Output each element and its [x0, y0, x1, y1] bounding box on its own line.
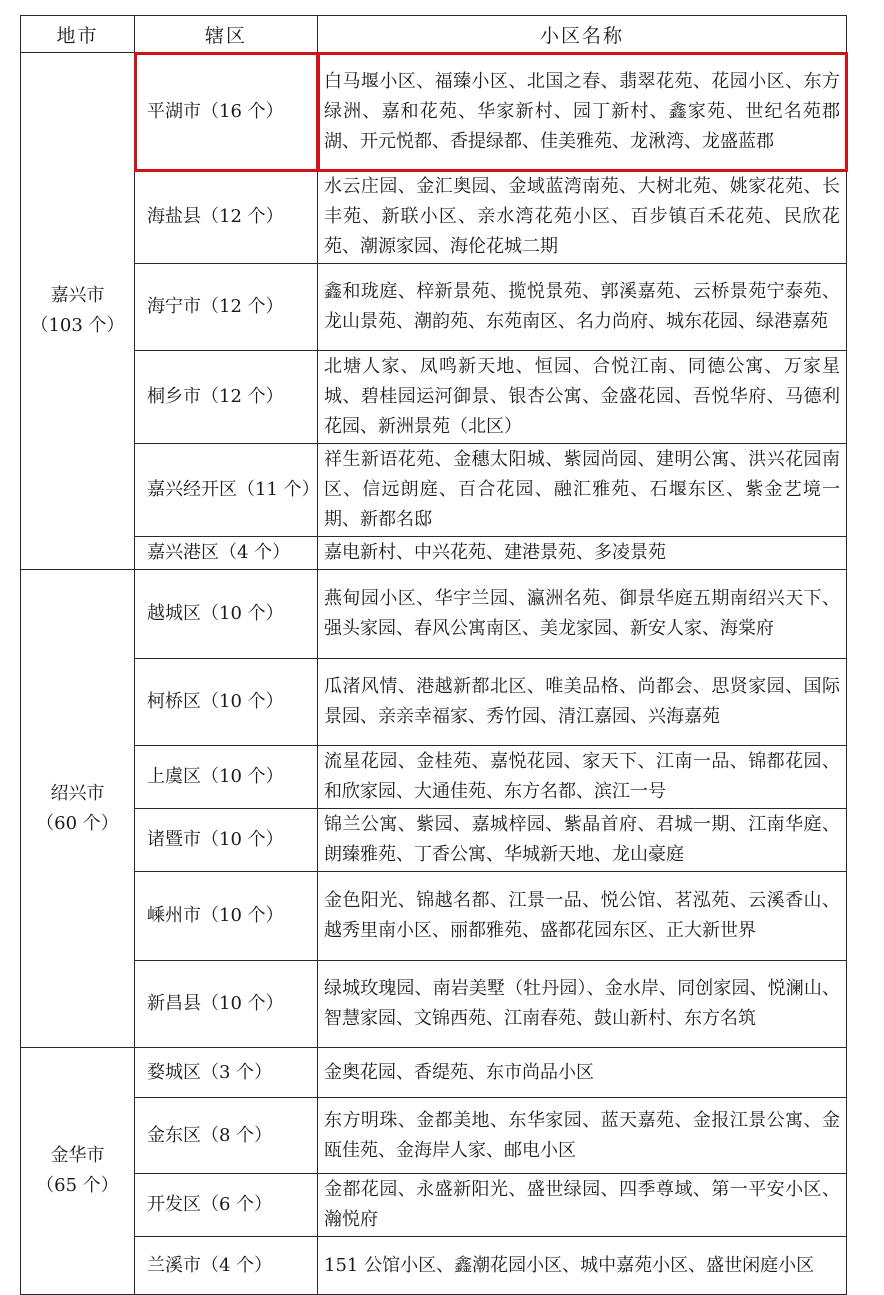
table-row — [21, 961, 847, 1048]
community-table — [20, 15, 847, 1295]
city-count: （60 个） — [36, 812, 119, 834]
community-names: 绿城玫瑰园、南岩美墅（牡丹园）、金水岸、同创家园、悦澜山、智慧家园、文锦西苑、江南春苑、鼓山新村、东方名筑 — [318, 961, 847, 1048]
table-row — [21, 171, 847, 264]
city-name: 金华市 — [50, 1145, 105, 1166]
district-cell: 兰溪市（4 个） — [135, 1237, 318, 1295]
city-count: （65 个） — [36, 1175, 119, 1196]
header-city: 地市 — [21, 16, 135, 53]
community-names-highlighted: 白马堰小区、福臻小区、北国之春、翡翠花苑、花园小区、东方绿洲、嘉和花苑、华家新村、园丁新村、鑫家苑、世纪名苑郡湖、开元悦都、香提绿都、佳美雅苑、龙湫湾、龙盛蓝郡 — [318, 53, 847, 171]
community-names: 瓜渚风情、港越新都北区、唯美品格、尚都会、思贤家园、国际景园、亲亲幸福家、秀竹园、清江嘉园、兴海嘉苑 — [318, 659, 847, 746]
community-names: 嘉电新村、中兴花苑、建港景苑、多凌景苑 — [318, 537, 847, 570]
table-row — [21, 1237, 847, 1295]
table-row — [21, 872, 847, 961]
community-names: 东方明珠、金都美地、东华家园、蓝天嘉苑、金报江景公寓、金瓯佳苑、金海岸人家、邮电小区 — [318, 1098, 847, 1174]
community-names: 金都花园、永盛新阳光、盛世绿园、四季尊域、第一平安小区、瀚悦府 — [318, 1174, 847, 1237]
table-row — [21, 53, 847, 171]
community-names: 北塘人家、凤鸣新天地、恒园、合悦江南、同德公寓、万家星城、碧桂园运河御景、银杏公寓、金盛花园、吾悦华府、马德利花园、新洲景苑（北区） — [318, 351, 847, 444]
district-cell: 嵊州市（10 个） — [135, 872, 318, 961]
district-cell: 桐乡市（12 个） — [135, 351, 318, 444]
district-cell-highlighted: 平湖市（16 个） — [135, 53, 318, 171]
community-names: 鑫和珑庭、梓新景苑、揽悦景苑、郭溪嘉苑、云桥景苑宁泰苑、龙山景苑、潮韵苑、东苑南区、名力尚府、城东花园、绿港嘉苑 — [318, 264, 847, 351]
header-names: 小区名称 — [318, 16, 847, 53]
table-row — [21, 351, 847, 444]
city-cell — [21, 53, 135, 570]
table-row — [21, 264, 847, 351]
table-row — [21, 1048, 847, 1098]
district-cell: 婺城区（3 个） — [135, 1048, 318, 1098]
city-cell — [21, 570, 135, 1048]
community-names: 祥生新语花苑、金穗太阳城、紫园尚园、建明公寓、洪兴花园南区、信远朗庭、百合花园、融汇雅苑、石堰东区、紫金艺境一期、新都名邸 — [318, 444, 847, 537]
table-row — [21, 570, 847, 659]
city-count: （103 个） — [30, 315, 125, 336]
district-cell: 海宁市（12 个） — [135, 264, 318, 351]
community-names: 151 公馆小区、鑫潮花园小区、城中嘉苑小区、盛世闲庭小区 — [318, 1237, 847, 1295]
community-names: 水云庄园、金汇奥园、金域蓝湾南苑、大树北苑、姚家花苑、长丰苑、新联小区、亲水湾花苑小区、百步镇百禾花苑、民欣花苑、潮源家园、海伦花城二期 — [318, 171, 847, 264]
district-cell: 嘉兴港区（4 个） — [135, 537, 318, 570]
header-row — [21, 16, 847, 53]
city-name: 嘉兴市 — [50, 285, 105, 306]
city-name: 绍兴市 — [50, 782, 105, 804]
community-names: 金色阳光、锦越名都、江景一品、悦公馆、茗泓苑、云溪香山、越秀里南小区、丽都雅苑、盛都花园东区、正大新世界 — [318, 872, 847, 961]
table-row — [21, 659, 847, 746]
district-cell: 诸暨市（10 个） — [135, 809, 318, 872]
community-names: 流星花园、金桂苑、嘉悦花园、家天下、江南一品、锦都花园、和欣家园、大通佳苑、东方名都、滨江一号 — [318, 746, 847, 809]
community-names: 锦兰公寓、紫园、嘉城梓园、紫晶首府、君城一期、江南华庭、朗臻雅苑、丁香公寓、华城新天地、龙山豪庭 — [318, 809, 847, 872]
district-cell: 柯桥区（10 个） — [135, 659, 318, 746]
community-names: 金奥花园、香缇苑、东市尚品小区 — [318, 1048, 847, 1098]
district-cell: 上虞区（10 个） — [135, 746, 318, 809]
header-district: 辖区 — [135, 16, 318, 53]
table-row — [21, 1174, 847, 1237]
table-row — [21, 444, 847, 537]
city-cell — [21, 1048, 135, 1295]
table-row — [21, 1098, 847, 1174]
district-cell: 新昌县（10 个） — [135, 961, 318, 1048]
table-row — [21, 746, 847, 809]
district-cell: 金东区（8 个） — [135, 1098, 318, 1174]
community-names: 燕甸园小区、华宇兰园、瀛洲名苑、御景华庭五期南绍兴天下、强头家园、春风公寓南区、美龙家园、新安人家、海棠府 — [318, 570, 847, 659]
table-row — [21, 537, 847, 570]
district-cell: 开发区（6 个） — [135, 1174, 318, 1237]
table-row — [21, 809, 847, 872]
district-cell: 海盐县（12 个） — [135, 171, 318, 264]
district-cell: 嘉兴经开区（11 个） — [135, 444, 318, 537]
district-cell: 越城区（10 个） — [135, 570, 318, 659]
